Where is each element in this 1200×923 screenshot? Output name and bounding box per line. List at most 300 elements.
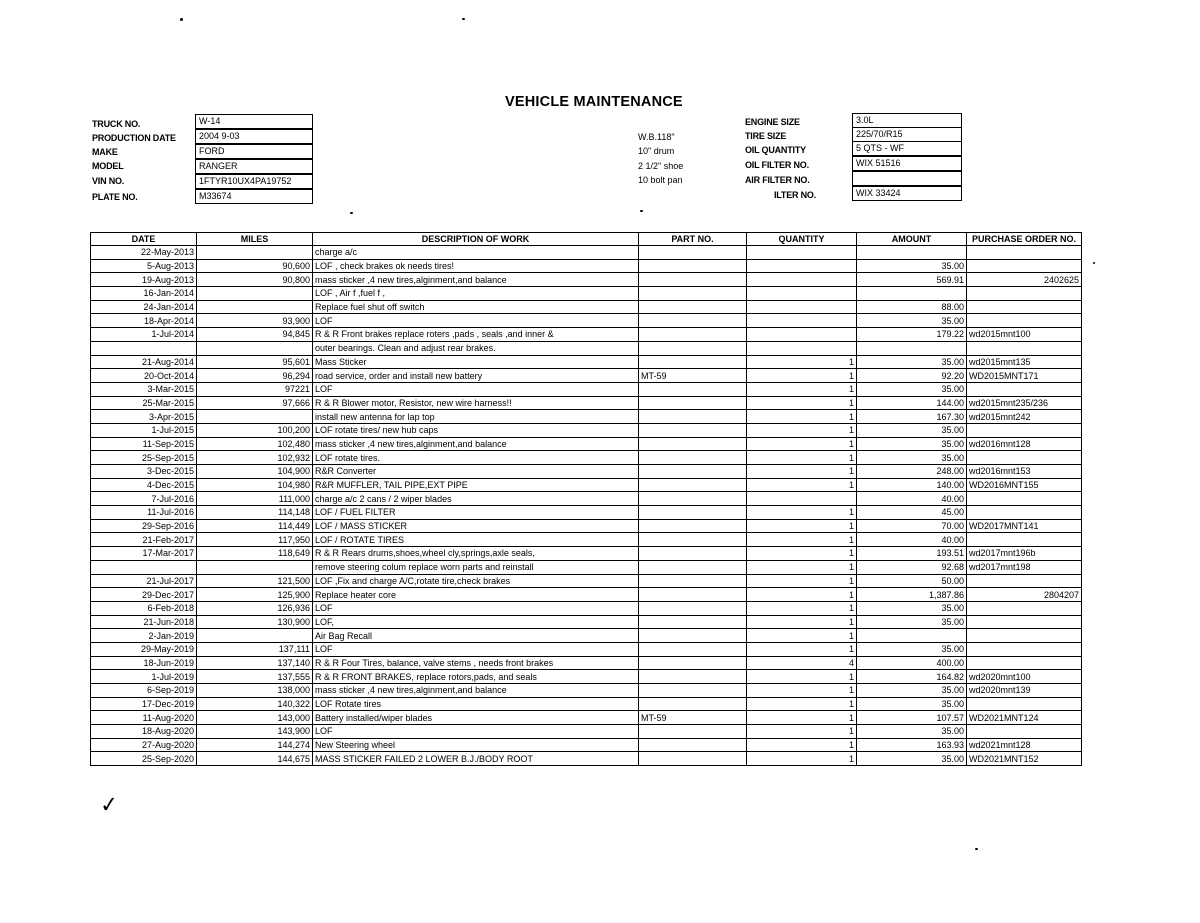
cell-date (91, 341, 197, 355)
cell-description: charge a/c 2 cans / 2 wiper blades (313, 492, 639, 506)
cell-date: 3-Mar-2015 (91, 382, 197, 396)
table-row (91, 547, 1082, 561)
cell-amount: 179.22 (857, 328, 967, 342)
cell-part-no (639, 492, 747, 506)
cell-description: LOF rotate tires/ new hub caps (313, 423, 639, 437)
cell-part-no (639, 382, 747, 396)
cell-po: 2402625 (967, 273, 1082, 287)
cell-po (967, 697, 1082, 711)
cell-po: 2804207 (967, 588, 1082, 602)
plate-no-value: M33674 (195, 189, 313, 204)
maintenance-table (90, 232, 1082, 766)
cell-po (967, 574, 1082, 588)
cell-po: WD2015MNT171 (967, 369, 1082, 383)
filter-no-value: WIX 33424 (852, 186, 962, 201)
table-row (91, 711, 1082, 725)
cell-part-no (639, 519, 747, 533)
col-header-quantity: QUANTITY (747, 233, 857, 246)
cell-description: LOF / FUEL FILTER (313, 506, 639, 520)
cell-description: mass sticker ,4 new tires,alginment,and balance (313, 684, 639, 698)
scan-speck (180, 18, 183, 21)
cell-description: LOF (313, 382, 639, 396)
cell-part-no: MT-59 (639, 369, 747, 383)
cell-amount: 400.00 (857, 656, 967, 670)
cell-po (967, 656, 1082, 670)
cell-date: 25-Mar-2015 (91, 396, 197, 410)
cell-description: LOF, (313, 615, 639, 629)
cell-description: R & R Front brakes replace roters ,pads , seals ,and inner & (313, 328, 639, 342)
cell-quantity: 1 (747, 465, 857, 479)
cell-description: R & R Rears drums,shoes,wheel cly,springs,axle seals, (313, 547, 639, 561)
cell-date: 29-Dec-2017 (91, 588, 197, 602)
cell-date: 21-Feb-2017 (91, 533, 197, 547)
cell-part-no (639, 396, 747, 410)
cell-description: Air Bag Recall (313, 629, 639, 643)
cell-miles (197, 300, 313, 314)
truck-no-label: TRUCK NO. (92, 119, 141, 129)
vin-no-value: 1FTYR10UX4PA19752 (195, 174, 313, 189)
table-row (91, 506, 1082, 520)
cell-amount: 40.00 (857, 492, 967, 506)
cell-quantity: 1 (747, 588, 857, 602)
oil-filter-label: OIL FILTER NO. (745, 160, 809, 170)
cell-description: road service, order and install new battery (313, 369, 639, 383)
cell-po (967, 629, 1082, 643)
cell-miles: 90,600 (197, 259, 313, 273)
cell-date: 11-Jul-2016 (91, 506, 197, 520)
cell-amount (857, 287, 967, 301)
oil-quantity-value: 5 QTS - WF (852, 141, 962, 156)
cell-miles: 95,601 (197, 355, 313, 369)
cell-amount: 193.51 (857, 547, 967, 561)
table-row (91, 423, 1082, 437)
cell-po (967, 423, 1082, 437)
table-row (91, 519, 1082, 533)
cell-date: 4-Dec-2015 (91, 478, 197, 492)
cell-part-no (639, 725, 747, 739)
cell-amount: 569.91 (857, 273, 967, 287)
table-row (91, 533, 1082, 547)
cell-quantity (747, 246, 857, 260)
cell-amount (857, 246, 967, 260)
cell-po: wd2015mnt235/236 (967, 396, 1082, 410)
production-date-value: 2004 9-03 (195, 129, 313, 144)
cell-amount: 35.00 (857, 423, 967, 437)
cell-po: wd2016mnt128 (967, 437, 1082, 451)
page-title: VEHICLE MAINTENANCE (505, 94, 683, 110)
scan-speck (350, 212, 353, 214)
cell-amount: 35.00 (857, 697, 967, 711)
table-row (91, 437, 1082, 451)
cell-po: wd2017mnt198 (967, 560, 1082, 574)
cell-po (967, 533, 1082, 547)
spec-note: W.B.118" (638, 132, 675, 142)
cell-date: 11-Sep-2015 (91, 437, 197, 451)
cell-miles (197, 287, 313, 301)
cell-quantity: 1 (747, 478, 857, 492)
cell-description: R&R Converter (313, 465, 639, 479)
cell-miles: 137,111 (197, 642, 313, 656)
cell-quantity: 1 (747, 684, 857, 698)
table-row (91, 601, 1082, 615)
cell-po: wd2015mnt242 (967, 410, 1082, 424)
table-row (91, 574, 1082, 588)
cell-quantity: 1 (747, 670, 857, 684)
cell-po (967, 314, 1082, 328)
cell-miles (197, 246, 313, 260)
cell-description: charge a/c (313, 246, 639, 260)
oil-filter-value: WIX 51516 (852, 156, 962, 171)
cell-description: Mass Sticker (313, 355, 639, 369)
cell-po: WD2017MNT141 (967, 519, 1082, 533)
cell-miles: 140,322 (197, 697, 313, 711)
cell-amount (857, 629, 967, 643)
cell-quantity: 1 (747, 547, 857, 561)
cell-amount: 164.82 (857, 670, 967, 684)
cell-po: wd2016mnt153 (967, 465, 1082, 479)
cell-date: 18-Apr-2014 (91, 314, 197, 328)
cell-miles: 126,936 (197, 601, 313, 615)
cell-po (967, 382, 1082, 396)
cell-po: wd2021mnt128 (967, 738, 1082, 752)
cell-date: 17-Dec-2019 (91, 697, 197, 711)
cell-miles: 138,000 (197, 684, 313, 698)
cell-description: LOF , Air f ,fuel f , (313, 287, 639, 301)
cell-quantity (747, 300, 857, 314)
cell-amount: 35.00 (857, 752, 967, 766)
cell-date: 20-Oct-2014 (91, 369, 197, 383)
cell-description: mass sticker ,4 new tires,alginment,and balance (313, 273, 639, 287)
cell-part-no (639, 697, 747, 711)
cell-description: mass sticker ,4 new tires,alginment,and balance (313, 437, 639, 451)
oil-quantity-label: OIL QUANTITY (745, 145, 806, 155)
cell-po (967, 725, 1082, 739)
cell-po: WD2021MNT152 (967, 752, 1082, 766)
cell-amount: 92.20 (857, 369, 967, 383)
cell-miles (197, 629, 313, 643)
cell-description: LOF (313, 314, 639, 328)
col-header-part-no: PART NO. (639, 233, 747, 246)
cell-part-no (639, 560, 747, 574)
cell-date: 29-Sep-2016 (91, 519, 197, 533)
cell-miles: 121,500 (197, 574, 313, 588)
cell-quantity: 1 (747, 574, 857, 588)
cell-po (967, 259, 1082, 273)
scan-speck (1093, 262, 1095, 264)
table-row (91, 300, 1082, 314)
engine-size-value: 3.0L (852, 113, 962, 128)
cell-description: LOF / ROTATE TIRES (313, 533, 639, 547)
spec-note: 10 bolt pan (638, 175, 683, 185)
air-filter-label: AIR FILTER NO. (745, 175, 810, 185)
cell-date: 17-Mar-2017 (91, 547, 197, 561)
cell-miles (197, 560, 313, 574)
cell-quantity: 1 (747, 410, 857, 424)
table-row (91, 355, 1082, 369)
cell-miles: 104,900 (197, 465, 313, 479)
cell-part-no (639, 752, 747, 766)
cell-date: 25-Sep-2020 (91, 752, 197, 766)
tire-size-label: TIRE SIZE (745, 131, 787, 141)
table-row (91, 656, 1082, 670)
cell-miles: 94,845 (197, 328, 313, 342)
cell-date: 21-Jun-2018 (91, 615, 197, 629)
col-header-amount: AMOUNT (857, 233, 967, 246)
cell-miles: 90,800 (197, 273, 313, 287)
cell-miles: 97221 (197, 382, 313, 396)
cell-date: 6-Feb-2018 (91, 601, 197, 615)
cell-miles (197, 410, 313, 424)
cell-amount: 35.00 (857, 615, 967, 629)
cell-amount: 248.00 (857, 465, 967, 479)
cell-date: 6-Sep-2019 (91, 684, 197, 698)
production-date-label: PRODUCTION DATE (92, 133, 176, 143)
cell-description: MASS STICKER FAILED 2 LOWER B.J./BODY ROOT (313, 752, 639, 766)
col-header-miles: MILES (197, 233, 313, 246)
cell-quantity (747, 328, 857, 342)
cell-po: wd2020mnt100 (967, 670, 1082, 684)
spec-note: 10" drum (638, 146, 675, 156)
filter-no-label: ILTER NO. (774, 190, 817, 200)
cell-quantity (747, 287, 857, 301)
cell-part-no (639, 465, 747, 479)
cell-po: WD2016MNT155 (967, 478, 1082, 492)
cell-miles (197, 341, 313, 355)
cell-po: wd2017mnt196b (967, 547, 1082, 561)
cell-part-no (639, 451, 747, 465)
cell-description: LOF ,Fix and charge A/C,rotate tire,check brakes (313, 574, 639, 588)
cell-amount: 35.00 (857, 437, 967, 451)
vin-no-label: VIN NO. (92, 176, 125, 186)
cell-miles: 143,000 (197, 711, 313, 725)
cell-description: R & R Four Tires, balance, valve stems , needs front brakes (313, 656, 639, 670)
table-row (91, 629, 1082, 643)
cell-date: 27-Aug-2020 (91, 738, 197, 752)
cell-date: 1-Jul-2014 (91, 328, 197, 342)
cell-quantity (747, 341, 857, 355)
cell-amount: 1,387.86 (857, 588, 967, 602)
cell-description: LOF / MASS STICKER (313, 519, 639, 533)
table-row (91, 684, 1082, 698)
table-row (91, 314, 1082, 328)
cell-miles: 118,649 (197, 547, 313, 561)
plate-no-label: PLATE NO. (92, 192, 138, 202)
scan-speck (462, 18, 465, 20)
cell-description: R&R MUFFLER, TAIL PIPE,EXT PIPE (313, 478, 639, 492)
cell-amount: 35.00 (857, 355, 967, 369)
cell-amount (857, 341, 967, 355)
cell-part-no (639, 738, 747, 752)
cell-miles: 96,294 (197, 369, 313, 383)
cell-amount: 144.00 (857, 396, 967, 410)
truck-no-value: W-14 (195, 114, 313, 129)
cell-po (967, 246, 1082, 260)
table-row (91, 396, 1082, 410)
cell-po: wd2015mnt100 (967, 328, 1082, 342)
cell-description: LOF (313, 642, 639, 656)
cell-miles: 100,200 (197, 423, 313, 437)
table-row (91, 725, 1082, 739)
make-label: MAKE (92, 147, 118, 157)
cell-quantity: 1 (747, 533, 857, 547)
cell-po (967, 492, 1082, 506)
cell-quantity: 1 (747, 437, 857, 451)
cell-po (967, 341, 1082, 355)
cell-quantity: 1 (747, 423, 857, 437)
cell-amount: 167.30 (857, 410, 967, 424)
cell-date: 22-May-2013 (91, 246, 197, 260)
cell-date: 1-Jul-2019 (91, 670, 197, 684)
cell-quantity (747, 273, 857, 287)
cell-quantity: 1 (747, 629, 857, 643)
cell-part-no (639, 588, 747, 602)
cell-quantity: 1 (747, 396, 857, 410)
cell-date: 19-Aug-2013 (91, 273, 197, 287)
cell-quantity: 1 (747, 711, 857, 725)
spec-note: 2 1/2" shoe (638, 161, 684, 171)
cell-part-no (639, 642, 747, 656)
cell-date: 16-Jan-2014 (91, 287, 197, 301)
cell-description: LOF Rotate tires (313, 697, 639, 711)
cell-po: WD2021MNT124 (967, 711, 1082, 725)
cell-quantity (747, 492, 857, 506)
cell-description: install new antenna for lap top (313, 410, 639, 424)
cell-date: 25-Sep-2015 (91, 451, 197, 465)
cell-part-no (639, 506, 747, 520)
cell-quantity: 1 (747, 451, 857, 465)
table-row (91, 451, 1082, 465)
cell-date: 18-Aug-2020 (91, 725, 197, 739)
cell-miles: 137,555 (197, 670, 313, 684)
cell-date: 5-Aug-2013 (91, 259, 197, 273)
table-row (91, 382, 1082, 396)
cell-description: Replace fuel shut off switch (313, 300, 639, 314)
cell-quantity: 1 (747, 369, 857, 383)
cell-po (967, 506, 1082, 520)
cell-description: LOF , check brakes ok needs tires! (313, 259, 639, 273)
scan-speck (640, 210, 643, 212)
cell-miles: 104,980 (197, 478, 313, 492)
cell-miles: 137,140 (197, 656, 313, 670)
air-filter-value (852, 171, 962, 186)
cell-miles: 102,932 (197, 451, 313, 465)
cell-description: LOF (313, 725, 639, 739)
cell-part-no (639, 670, 747, 684)
table-row (91, 560, 1082, 574)
cell-date: 1-Jul-2015 (91, 423, 197, 437)
cell-miles: 130,900 (197, 615, 313, 629)
cell-date: 3-Apr-2015 (91, 410, 197, 424)
cell-description: LOF (313, 601, 639, 615)
model-label: MODEL (92, 161, 124, 171)
cell-miles: 114,148 (197, 506, 313, 520)
col-header-po: PURCHASE ORDER NO. (967, 233, 1082, 246)
cell-part-no (639, 410, 747, 424)
cell-part-no (639, 533, 747, 547)
cell-amount: 35.00 (857, 601, 967, 615)
cell-po (967, 601, 1082, 615)
cell-date: 21-Jul-2017 (91, 574, 197, 588)
cell-part-no (639, 355, 747, 369)
table-row (91, 478, 1082, 492)
cell-miles: 143,900 (197, 725, 313, 739)
cell-part-no: MT-59 (639, 711, 747, 725)
table-row (91, 273, 1082, 287)
checkmark-icon: ✓ (98, 792, 120, 819)
table-row (91, 410, 1082, 424)
cell-date: 3-Dec-2015 (91, 465, 197, 479)
scan-speck (975, 848, 978, 850)
table-row (91, 328, 1082, 342)
table-row (91, 588, 1082, 602)
cell-amount: 35.00 (857, 382, 967, 396)
cell-part-no (639, 328, 747, 342)
cell-quantity: 1 (747, 506, 857, 520)
cell-amount: 163.93 (857, 738, 967, 752)
table-row (91, 642, 1082, 656)
cell-quantity: 1 (747, 601, 857, 615)
cell-quantity: 1 (747, 382, 857, 396)
cell-quantity: 1 (747, 615, 857, 629)
table-row (91, 492, 1082, 506)
cell-part-no (639, 259, 747, 273)
cell-date: 18-Jun-2019 (91, 656, 197, 670)
cell-date: 24-Jan-2014 (91, 300, 197, 314)
table-row (91, 697, 1082, 711)
table-row (91, 341, 1082, 355)
cell-amount: 92.68 (857, 560, 967, 574)
cell-quantity: 4 (747, 656, 857, 670)
cell-part-no (639, 601, 747, 615)
cell-description: Battery installed/wiper blades (313, 711, 639, 725)
cell-po (967, 451, 1082, 465)
table-row (91, 752, 1082, 766)
cell-part-no (639, 314, 747, 328)
table-row (91, 738, 1082, 752)
cell-miles: 125,900 (197, 588, 313, 602)
cell-part-no (639, 273, 747, 287)
cell-po: wd2015mnt135 (967, 355, 1082, 369)
cell-quantity: 1 (747, 642, 857, 656)
engine-size-label: ENGINE SIZE (745, 117, 800, 127)
cell-date: 29-May-2019 (91, 642, 197, 656)
cell-part-no (639, 341, 747, 355)
cell-part-no (639, 287, 747, 301)
cell-description: R & R Blower motor, Resistor, new wire harness!! (313, 396, 639, 410)
cell-amount: 107.57 (857, 711, 967, 725)
cell-miles: 102,480 (197, 437, 313, 451)
cell-miles: 114,449 (197, 519, 313, 533)
cell-part-no (639, 547, 747, 561)
cell-amount: 35.00 (857, 725, 967, 739)
cell-description: LOF rotate tires. (313, 451, 639, 465)
cell-amount: 50.00 (857, 574, 967, 588)
make-value: FORD (195, 144, 313, 159)
cell-part-no (639, 246, 747, 260)
table-header-row (91, 233, 1082, 246)
cell-quantity: 1 (747, 738, 857, 752)
cell-amount: 35.00 (857, 259, 967, 273)
cell-quantity: 1 (747, 355, 857, 369)
cell-amount: 40.00 (857, 533, 967, 547)
cell-part-no (639, 684, 747, 698)
cell-amount: 88.00 (857, 300, 967, 314)
cell-date: 11-Aug-2020 (91, 711, 197, 725)
cell-description: R & R FRONT BRAKES, replace rotors,pads, and seals (313, 670, 639, 684)
cell-part-no (639, 437, 747, 451)
cell-amount: 140.00 (857, 478, 967, 492)
cell-miles: 111,000 (197, 492, 313, 506)
